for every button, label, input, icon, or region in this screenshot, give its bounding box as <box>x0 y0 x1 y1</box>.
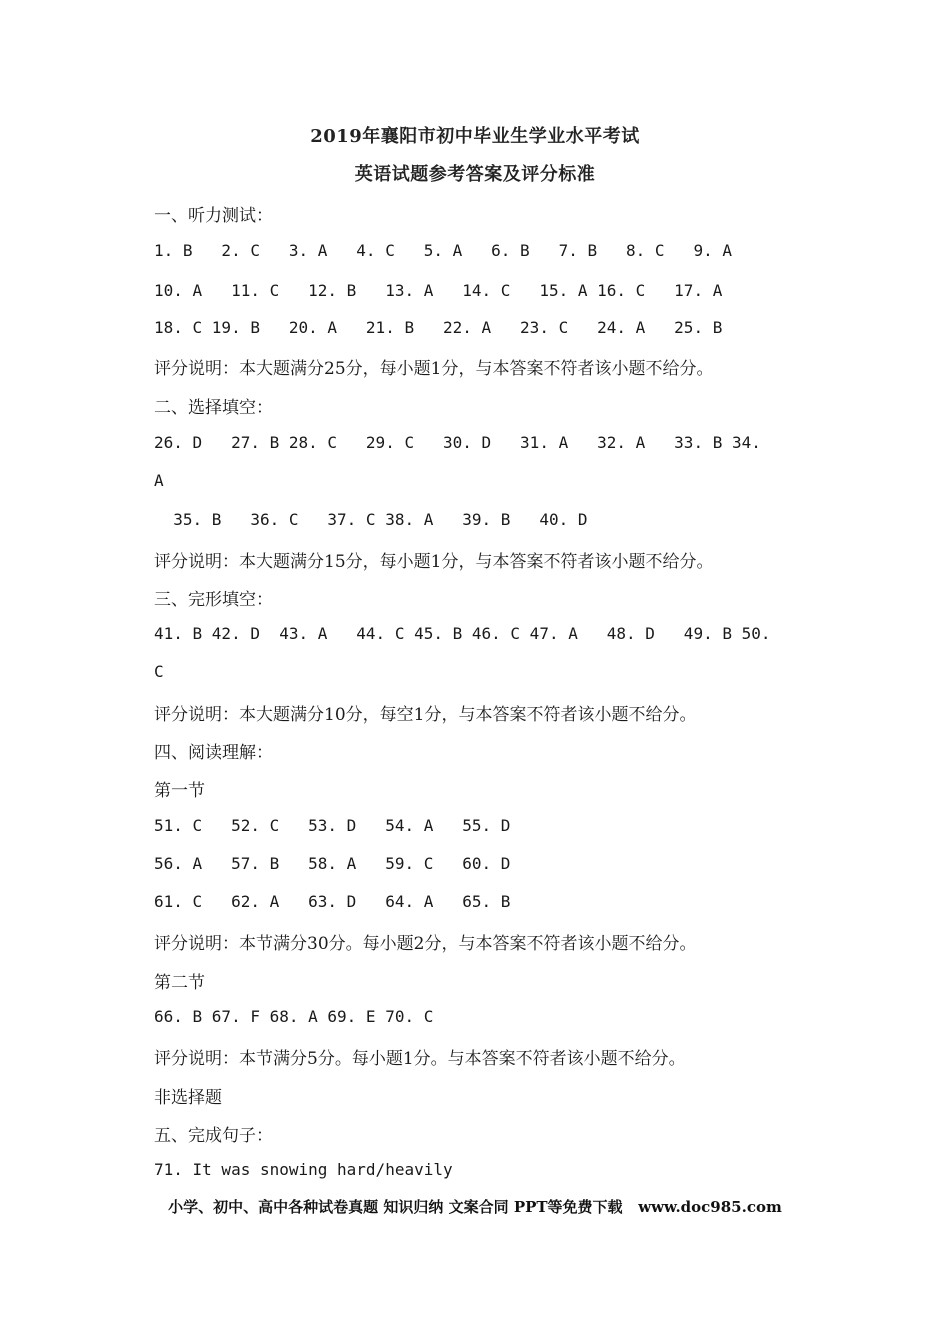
answer-row: C <box>154 662 164 681</box>
answer-row: 26. D 27. B 28. C 29. C 30. D 31. A 32. A 33. B 34. <box>154 433 761 452</box>
section-heading-reading: 四、阅读理解： <box>154 743 273 763</box>
answer-row: 61. C 62. A 63. D 64. A 65. B <box>154 892 511 911</box>
scoring-note: 评分说明：本大题满分10分，每空1分，与本答案不符者该小题不给分。 <box>154 705 697 725</box>
subsection-heading: 第二节 <box>154 973 205 993</box>
footer-banner: 小学、初中、高中各种试卷真题 知识归纳 文案合同 PPT等免费下载 www.doc985.com <box>168 1198 782 1216</box>
scoring-note: 评分说明：本大题满分25分，每小题1分，与本答案不符者该小题不给分。 <box>154 359 714 379</box>
answer-row: A <box>154 471 164 490</box>
answer-row: 10. A 11. C 12. B 13. A 14. C 15. A 16. C 17. A <box>154 281 723 300</box>
subsection-heading: 第一节 <box>154 781 205 801</box>
section-heading-choice: 二、选择填空： <box>154 398 273 418</box>
section-heading-cloze: 三、完形填空： <box>154 590 273 610</box>
document-title: 2019年襄阳市初中毕业生学业水平考试 <box>310 126 640 147</box>
section-heading-listening: 一、听力测试： <box>154 206 273 226</box>
answer-row: 71. It was snowing hard/heavily <box>154 1160 453 1179</box>
document-subtitle: 英语试题参考答案及评分标准 <box>354 164 596 185</box>
section-heading-non-choice: 非选择题 <box>154 1088 222 1108</box>
answer-row: 56. A 57. B 58. A 59. C 60. D <box>154 854 511 873</box>
answer-row: 1. B 2. C 3. A 4. C 5. A 6. B 7. B 8. C 9. A <box>154 241 732 260</box>
scoring-note: 评分说明：本节满分5分。每小题1分。与本答案不符者该小题不给分。 <box>154 1049 686 1069</box>
answer-row: 51. C 52. C 53. D 54. A 55. D <box>154 816 511 835</box>
answer-row: 18. C 19. B 20. A 21. B 22. A 23. C 24. A 25. B <box>154 318 723 337</box>
scoring-note: 评分说明：本节满分30分。每小题2分，与本答案不符者该小题不给分。 <box>154 934 697 954</box>
section-heading-sentences: 五、完成句子： <box>154 1126 273 1146</box>
answer-row: 35. B 36. C 37. C 38. A 39. B 40. D <box>154 510 588 529</box>
answer-row: 41. B 42. D 43. A 44. C 45. B 46. C 47. A 48. D 49. B 50. <box>154 624 771 643</box>
answer-row: 66. B 67. F 68. A 69. E 70. C <box>154 1007 434 1026</box>
scoring-note: 评分说明：本大题满分15分，每小题1分，与本答案不符者该小题不给分。 <box>154 552 714 572</box>
